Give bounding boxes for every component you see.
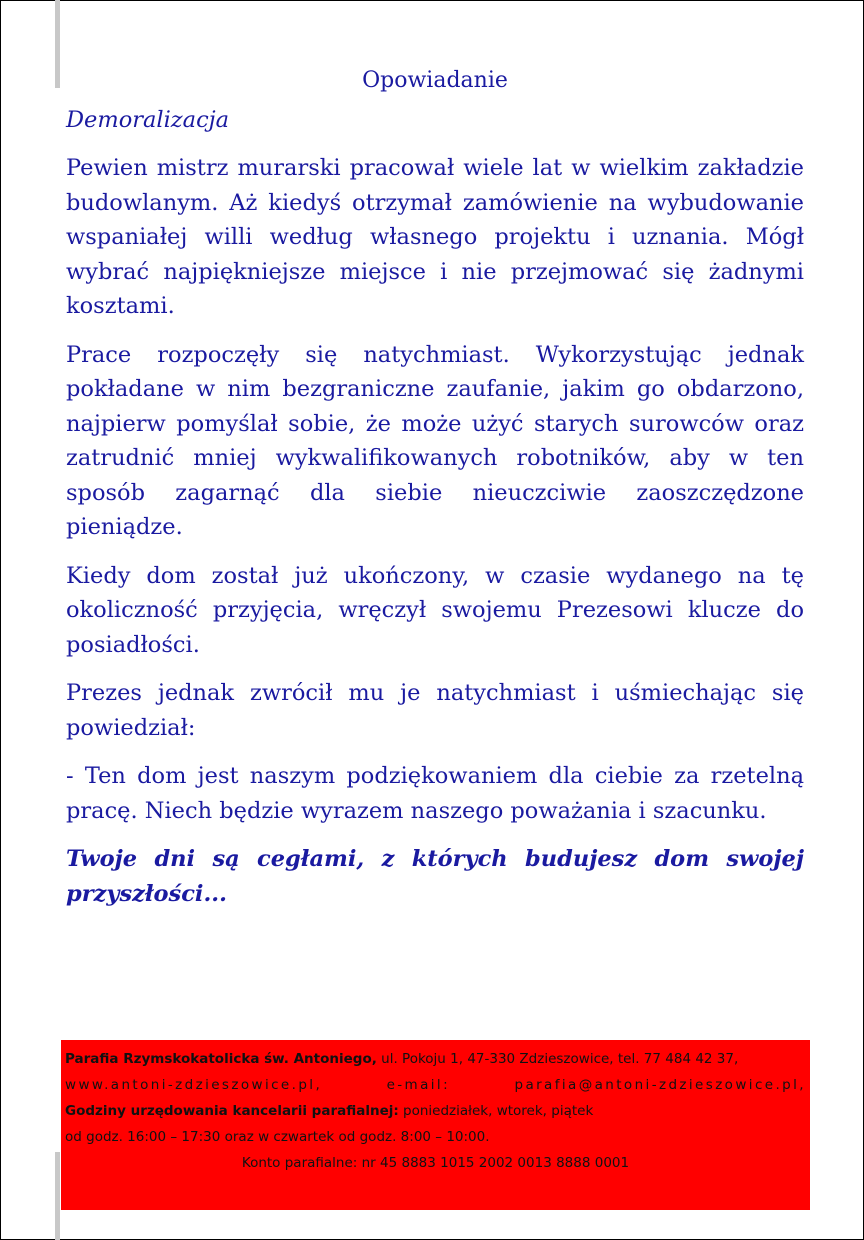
bank-account: Konto parafialne: nr 45 8883 1015 2002 0013 8888 0001 xyxy=(241,1155,630,1171)
paragraph-2: Prace rozpoczęły się natychmiast. Wykorzystując jednak pokładane w nim bezgraniczne zaufanie, jakim go obdarzono, najpierw pomyślał sobie, że może użyć starych surowców oraz zatrudnić mniej wykwalifikowanych robotników, aby w ten sposób zagarnąć dla siebie nieuczciwie zaoszczędzone pieniądze. xyxy=(66,341,804,540)
hours-label: Godziny urzędowania kancelarii parafialnej: xyxy=(65,1103,399,1119)
email-label: e-mail: xyxy=(386,1077,451,1093)
paragraph-1: Pewien mistrz murarski pracował wiele lat w wielkim zakładzie budowlanym. Aż kiedyś otrzymał zamówienie na wybudowanie wspaniałej willi według własnego projektu i uznania. Mógł wybrać najpiękniejsze miejsce i nie przejmować się żadnymi kosztami. xyxy=(66,155,804,319)
footer-line-account xyxy=(65,1150,806,1176)
email-link[interactable]: parafia@antoni-zdzieszowice.pl, xyxy=(514,1077,806,1093)
parish-info-box xyxy=(61,1040,810,1210)
footer-line-times xyxy=(65,1124,806,1150)
website-link[interactable]: www.antoni-zdzieszowice.pl, xyxy=(65,1077,323,1093)
page-heading: Opowiadanie xyxy=(362,68,508,93)
margin-marker-top xyxy=(55,0,60,88)
hours-times: od godz. 16:00 – 17:30 oraz w czwartek od godz. 8:00 – 10:00. xyxy=(65,1129,490,1145)
paragraph-3: Kiedy dom został już ukończony, w czasie wydanego na tę okoliczność przyjęcia, wręczył swojemu Prezesowi klucze do posiadłości. xyxy=(66,562,804,658)
footer-line-contact xyxy=(65,1072,806,1098)
margin-marker-bottom xyxy=(55,1152,60,1240)
story-title: Demoralizacja xyxy=(66,106,230,133)
footer-line-address xyxy=(65,1046,806,1072)
closing-sentence: Twoje dni są cegłami, z których budujesz dom swojej przyszłości... xyxy=(66,846,804,907)
paragraph-4: Prezes jednak zwrócił mu je natychmiast i uśmiechając się powiedział: xyxy=(66,680,804,741)
footer-line-hours xyxy=(65,1098,806,1124)
parish-name: Parafia Rzymskokatolicka św. Antoniego, xyxy=(65,1051,377,1067)
hours-days: poniedziałek, wtorek, piątek xyxy=(398,1103,594,1119)
document-body xyxy=(66,64,804,911)
parish-address: ul. Pokoju 1, 47-330 Zdzieszowice, tel. 77 484 42 37, xyxy=(376,1051,739,1067)
paragraph-5: - Ten dom jest naszym podziękowaniem dla ciebie za rzetelną pracę. Niech będzie wyrazem naszego poważania i szacunku. xyxy=(66,763,804,824)
